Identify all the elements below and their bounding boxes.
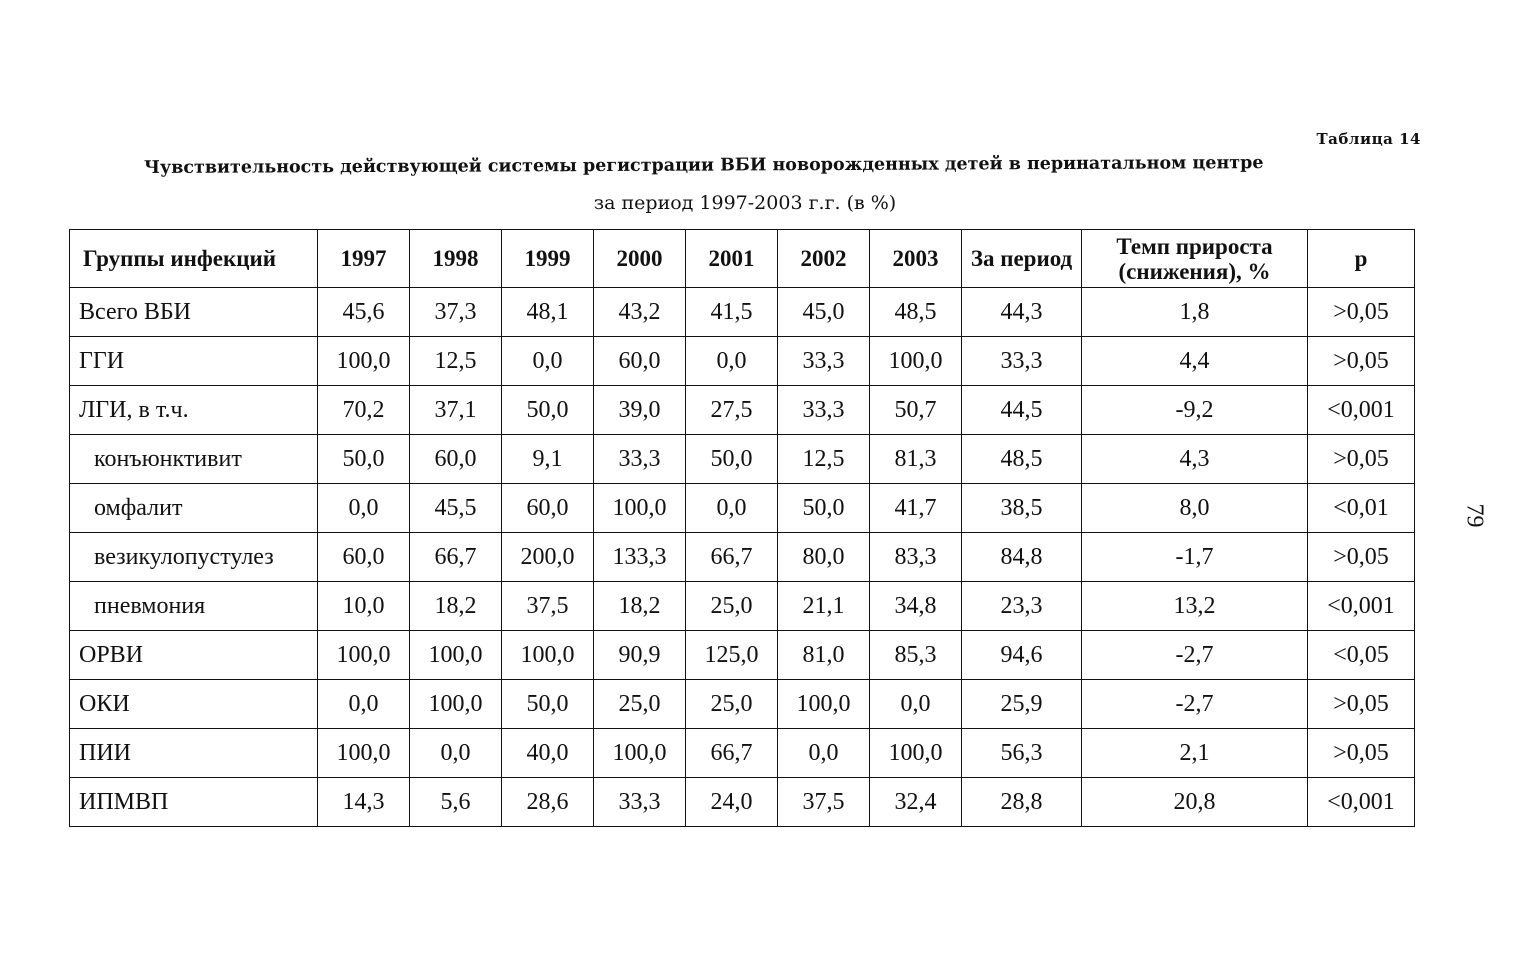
table-cell: 48,5 bbox=[870, 288, 962, 337]
table-cell: 66,7 bbox=[410, 533, 502, 582]
table-cell: 48,1 bbox=[502, 288, 594, 337]
table-cell: 100,0 bbox=[778, 680, 870, 729]
table-cell: 40,0 bbox=[502, 729, 594, 778]
table-cell: 41,7 bbox=[870, 484, 962, 533]
row-group-label: ОРВИ bbox=[70, 631, 318, 680]
table-cell: 33,3 bbox=[778, 386, 870, 435]
table-cell: 0,0 bbox=[686, 484, 778, 533]
table-cell: 43,2 bbox=[594, 288, 686, 337]
table-cell: 100,0 bbox=[870, 337, 962, 386]
table-cell: 20,8 bbox=[1082, 778, 1308, 827]
table-header-row bbox=[70, 230, 1415, 288]
table-cell: 32,4 bbox=[870, 778, 962, 827]
table-cell: 100,0 bbox=[594, 729, 686, 778]
table-row bbox=[70, 729, 1415, 778]
table-cell: 38,5 bbox=[962, 484, 1082, 533]
table-cell: 100,0 bbox=[502, 631, 594, 680]
table-cell: 0,0 bbox=[410, 729, 502, 778]
table-row bbox=[70, 631, 1415, 680]
table-cell: >0,05 bbox=[1308, 435, 1415, 484]
table-cell: 81,0 bbox=[778, 631, 870, 680]
table-cell: 25,0 bbox=[594, 680, 686, 729]
table-cell: <0,001 bbox=[1308, 386, 1415, 435]
table-cell: 28,6 bbox=[502, 778, 594, 827]
table-cell: 4,3 bbox=[1082, 435, 1308, 484]
header-2000: 2000 bbox=[594, 230, 686, 288]
table-cell: 33,3 bbox=[962, 337, 1082, 386]
table-cell: 41,5 bbox=[686, 288, 778, 337]
table-row bbox=[70, 582, 1415, 631]
table-row bbox=[70, 484, 1415, 533]
table-cell: 25,9 bbox=[962, 680, 1082, 729]
header-1997: 1997 bbox=[318, 230, 410, 288]
table-cell: 50,0 bbox=[778, 484, 870, 533]
table-cell: 0,0 bbox=[870, 680, 962, 729]
header-p: р bbox=[1308, 230, 1415, 288]
table-cell: 39,0 bbox=[594, 386, 686, 435]
table-cell: 34,8 bbox=[870, 582, 962, 631]
table-cell: <0,05 bbox=[1308, 631, 1415, 680]
table-row bbox=[70, 680, 1415, 729]
row-group-label: ГГИ bbox=[70, 337, 318, 386]
table-cell: 44,3 bbox=[962, 288, 1082, 337]
table-cell: 4,4 bbox=[1082, 337, 1308, 386]
table-cell: 48,5 bbox=[962, 435, 1082, 484]
table-cell: <0,01 bbox=[1308, 484, 1415, 533]
table-cell: 24,0 bbox=[686, 778, 778, 827]
header-period: За период bbox=[962, 230, 1082, 288]
table-cell: 25,0 bbox=[686, 582, 778, 631]
table-cell: 60,0 bbox=[502, 484, 594, 533]
table-cell: 37,5 bbox=[502, 582, 594, 631]
table-cell: -9,2 bbox=[1082, 386, 1308, 435]
table-cell: 13,2 bbox=[1082, 582, 1308, 631]
table-cell: 100,0 bbox=[870, 729, 962, 778]
table-cell: 25,0 bbox=[686, 680, 778, 729]
table-title: Чувствительность действующей системы регистрации ВБИ новорожденных детей в перинатальном центре bbox=[143, 153, 1264, 178]
header-2002: 2002 bbox=[778, 230, 870, 288]
table-cell: 60,0 bbox=[318, 533, 410, 582]
table-cell: 45,5 bbox=[410, 484, 502, 533]
row-group-label: омфалит bbox=[70, 484, 318, 533]
table-cell: 23,3 bbox=[962, 582, 1082, 631]
table-cell: -1,7 bbox=[1082, 533, 1308, 582]
table-cell: 33,3 bbox=[594, 778, 686, 827]
table-row bbox=[70, 337, 1415, 386]
table-cell: 66,7 bbox=[686, 729, 778, 778]
table-cell: 60,0 bbox=[410, 435, 502, 484]
table-cell: 50,0 bbox=[502, 386, 594, 435]
table-cell: 66,7 bbox=[686, 533, 778, 582]
table-cell: 85,3 bbox=[870, 631, 962, 680]
table-cell: 12,5 bbox=[410, 337, 502, 386]
table-cell: 12,5 bbox=[778, 435, 870, 484]
header-1999: 1999 bbox=[502, 230, 594, 288]
table-cell: 125,0 bbox=[686, 631, 778, 680]
table-subtitle: за период 1997-2003 г.г. (в %) bbox=[593, 192, 897, 214]
table-row bbox=[70, 288, 1415, 337]
table-cell: 100,0 bbox=[410, 680, 502, 729]
table-row bbox=[70, 533, 1415, 582]
page-number: 79 bbox=[1461, 503, 1488, 528]
table-cell: 84,8 bbox=[962, 533, 1082, 582]
table-cell: <0,001 bbox=[1308, 582, 1415, 631]
table-cell: 33,3 bbox=[778, 337, 870, 386]
table-cell: 50,0 bbox=[318, 435, 410, 484]
header-2003: 2003 bbox=[870, 230, 962, 288]
row-group-label: Всего ВБИ bbox=[70, 288, 318, 337]
table-cell: 37,5 bbox=[778, 778, 870, 827]
row-group-label: ЛГИ, в т.ч. bbox=[70, 386, 318, 435]
table-cell: 33,3 bbox=[594, 435, 686, 484]
table-cell: 0,0 bbox=[778, 729, 870, 778]
table-cell: 1,8 bbox=[1082, 288, 1308, 337]
table-cell: 133,3 bbox=[594, 533, 686, 582]
table-cell: 56,3 bbox=[962, 729, 1082, 778]
table-cell: >0,05 bbox=[1308, 337, 1415, 386]
table-cell: 37,3 bbox=[410, 288, 502, 337]
table-cell: 18,2 bbox=[410, 582, 502, 631]
header-1998: 1998 bbox=[410, 230, 502, 288]
row-group-label: пневмония bbox=[70, 582, 318, 631]
row-group-label: ОКИ bbox=[70, 680, 318, 729]
table-cell: 100,0 bbox=[318, 337, 410, 386]
table-cell: 60,0 bbox=[594, 337, 686, 386]
sensitivity-table bbox=[69, 229, 1415, 827]
table-cell: -2,7 bbox=[1082, 631, 1308, 680]
table-cell: >0,05 bbox=[1308, 288, 1415, 337]
table-cell: 80,0 bbox=[778, 533, 870, 582]
table-row bbox=[70, 386, 1415, 435]
table-cell: 100,0 bbox=[318, 729, 410, 778]
table-cell: 100,0 bbox=[410, 631, 502, 680]
table-cell: >0,05 bbox=[1308, 729, 1415, 778]
table-cell: 83,3 bbox=[870, 533, 962, 582]
table-cell: 27,5 bbox=[686, 386, 778, 435]
table-cell: 10,0 bbox=[318, 582, 410, 631]
table-cell: 8,0 bbox=[1082, 484, 1308, 533]
table-cell: 50,0 bbox=[686, 435, 778, 484]
table-cell: 45,0 bbox=[778, 288, 870, 337]
row-group-label: конъюнктивит bbox=[70, 435, 318, 484]
table-cell: 200,0 bbox=[502, 533, 594, 582]
header-groups: Группы инфекций bbox=[70, 230, 318, 288]
table-cell: -2,7 bbox=[1082, 680, 1308, 729]
row-group-label: везикулопустулез bbox=[70, 533, 318, 582]
table-cell: 44,5 bbox=[962, 386, 1082, 435]
table-cell: 9,1 bbox=[502, 435, 594, 484]
table-cell: 37,1 bbox=[410, 386, 502, 435]
table-cell: 0,0 bbox=[318, 484, 410, 533]
table-cell: 5,6 bbox=[410, 778, 502, 827]
table-cell: 50,0 bbox=[502, 680, 594, 729]
table-cell: 18,2 bbox=[594, 582, 686, 631]
table-cell: 90,9 bbox=[594, 631, 686, 680]
table-cell: 14,3 bbox=[318, 778, 410, 827]
table-cell: 2,1 bbox=[1082, 729, 1308, 778]
table-cell: 100,0 bbox=[594, 484, 686, 533]
table-cell: 0,0 bbox=[686, 337, 778, 386]
table-label: Таблица 14 bbox=[1316, 130, 1421, 148]
table-cell: 45,6 bbox=[318, 288, 410, 337]
table-cell: 0,0 bbox=[318, 680, 410, 729]
row-group-label: ИПМВП bbox=[70, 778, 318, 827]
table-cell: 81,3 bbox=[870, 435, 962, 484]
table-cell: 28,8 bbox=[962, 778, 1082, 827]
table-cell: 100,0 bbox=[318, 631, 410, 680]
table-row bbox=[70, 435, 1415, 484]
table-row bbox=[70, 778, 1415, 827]
table-cell: >0,05 bbox=[1308, 533, 1415, 582]
table-cell: <0,001 bbox=[1308, 778, 1415, 827]
row-group-label: ПИИ bbox=[70, 729, 318, 778]
table-cell: >0,05 bbox=[1308, 680, 1415, 729]
table-cell: 70,2 bbox=[318, 386, 410, 435]
table-cell: 21,1 bbox=[778, 582, 870, 631]
header-2001: 2001 bbox=[686, 230, 778, 288]
table-cell: 94,6 bbox=[962, 631, 1082, 680]
table-cell: 50,7 bbox=[870, 386, 962, 435]
header-growth-rate: Темп прироста (снижения), % bbox=[1082, 230, 1308, 288]
table-cell: 0,0 bbox=[502, 337, 594, 386]
